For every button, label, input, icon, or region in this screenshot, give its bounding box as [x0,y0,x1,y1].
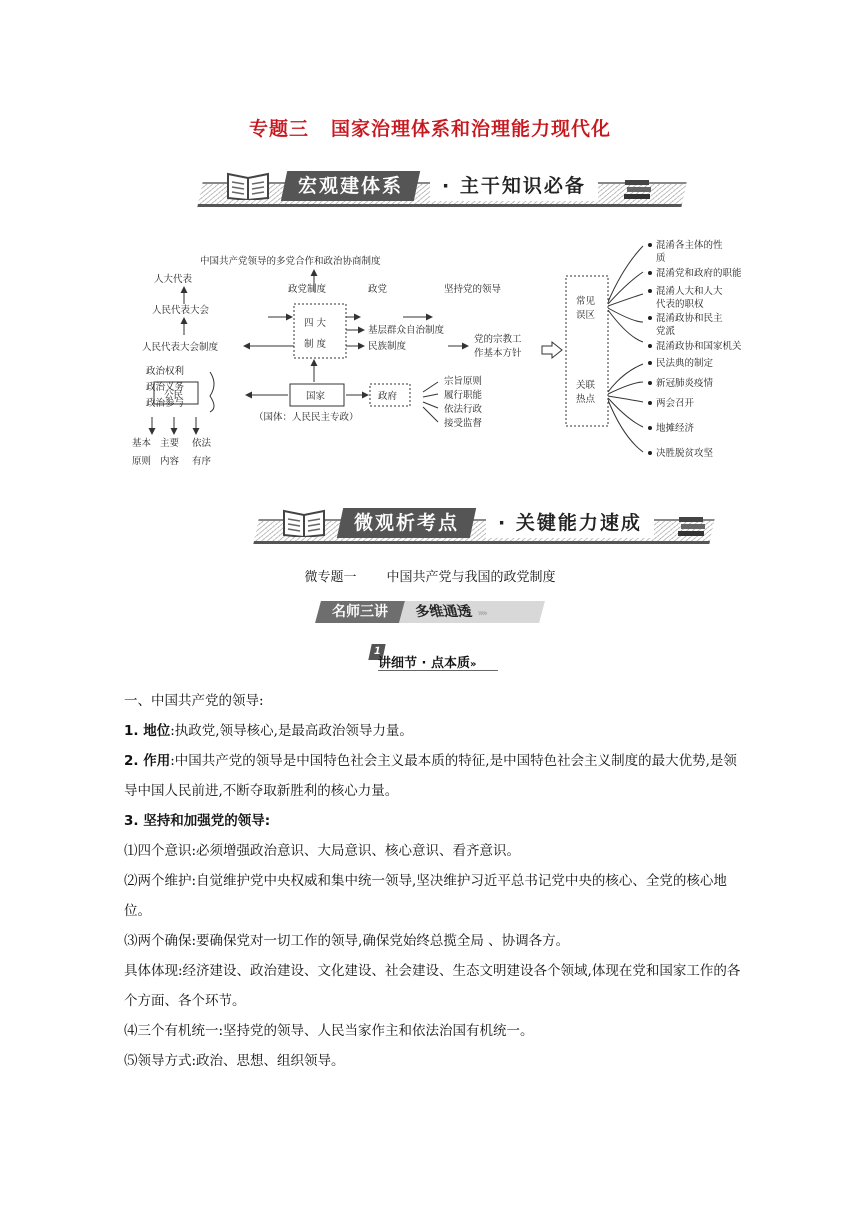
diagram-misc-5: 混淆政协和国家机关 [656,341,742,352]
diagram-party-system: 政党制度 [288,284,327,295]
diagram-four-b: 制 度 [304,339,327,350]
diagram-principle-2b: 内容 [160,456,180,467]
diagram-hot-3: 两会召开 [656,398,695,409]
page-title [0,114,860,141]
diagram-misc-3a: 混淆人大和人大 [656,286,723,297]
subtopic-number: 微专题一 [304,570,357,585]
diagram-misc-3b: 代表的职权 [656,299,704,310]
diagram-top: 中国共产党领导的多党合作和政治协商制度 [200,256,381,267]
diagram-party: 政党 [368,284,388,295]
diagram-hot-2: 新冠肺炎疫情 [656,378,714,389]
diagram-hotspot-b: 热点 [576,394,596,405]
book-stack-icon [678,515,706,537]
diagram-uphold: 坚持党的领导 [444,284,502,295]
banner-light-label: · 主干知识必备 [430,171,598,201]
diagram-misc-4b: 党派 [656,326,676,337]
body-p6: ⑵两个维护:自觉维护党中央权威和集中统一领导,坚决维护习近平总书记党中央的核心、全党的核心地位。 [124,873,727,919]
title-topic-number: 专题三 [248,118,309,140]
badge-left: 名师三讲 [315,601,405,623]
diagram-hot-1: 民法典的制定 [656,358,714,369]
badge-right: 多维通透 ›››› [399,601,545,623]
body-p1: 一、中国共产党的领导: [124,693,264,709]
diagram-principle-3a: 依法 [192,438,212,449]
diagram-hot-5: 决胜脱贫攻坚 [656,448,714,459]
diagram-principle-1a: 基本 [132,438,152,449]
subsection-title: 讲细节 · 点本质» [378,656,477,671]
diagram-hotspot-a: 关联 [576,380,596,391]
diagram-religion-a: 党的宗教工 [474,334,522,345]
title-topic-name: 国家治理体系和治理能力现代化 [331,118,612,140]
banner-light-label: · 关键能力速成 [486,508,654,538]
diagram-misc-1b: 质 [656,253,666,264]
diagram-gov-2: 履行职能 [444,390,483,401]
body-p3: 2. 作用:中国共产党的领导是中国特色社会主义最本质的特征,是中国特色社会主义制度的最大优势,是领导中国人民前进,不断夺取新胜利的核心力量。 [124,753,737,799]
body-p7: ⑶两个确保:要确保党对一切工作的领导,确保党始终总揽全局 、协调各方。 [124,933,570,949]
diagram-principle-3b: 有序 [192,456,212,467]
diagram-misc-4a: 混淆政协和民主 [656,313,723,324]
diagram-four-a: 四 大 [304,318,327,329]
diagram-gov-3: 依法行政 [444,404,483,415]
body-p8: 具体体现:经济建设、政治建设、文化建设、社会建设、生态文明建设各个领域,体现在党和国家工作的各个方面、各个环节。 [124,963,741,1009]
diagram-npc-rep: 人大代表 [154,274,193,285]
diagram-misc-1a: 混淆各主体的性 [656,240,723,251]
body-p2: 1. 地位:执政党,领导核心,是最高政治领导力量。 [124,723,413,739]
chevron-icon: ›››› [476,608,488,619]
diagram-misc-2: 混淆党和政府的职能 [656,268,742,279]
body-p5: ⑴四个意识:必须增强政治意识、大局意识、核心意识、看齐意识。 [124,843,521,859]
teacher-badge [318,601,546,623]
diagram-npc-system: 人民代表大会制度 [142,342,219,353]
subsection-number: 1 [368,644,385,660]
banner-dark-label: 宏观建体系 [281,171,420,201]
book-stack-icon [624,178,652,200]
section-banner-macro [200,168,684,202]
diagram-gov-4: 接受监督 [444,418,483,429]
diagram-religion-b: 作基本方针 [474,348,522,359]
body-p10: ⑸领导方式:政治、思想、组织领导。 [124,1053,345,1069]
diagram-government: 政府 [378,391,398,402]
diagram-grassroots: 基层群众自治制度 [368,325,445,336]
section-banner-micro [256,505,712,539]
diagram-hot-4: 地摊经济 [656,423,695,434]
book-icon [282,505,326,537]
body-p4: 3. 坚持和加强党的领导: [124,813,271,829]
diagram-state: 国家 [306,391,326,402]
subsection-underline [378,670,498,671]
body-content [124,686,744,1076]
diagram-right-2: 政治义务 [146,382,185,393]
diagram-misconception-a: 常见 [576,296,596,307]
diagram-misconception-b: 误区 [576,310,596,321]
book-icon [226,168,270,200]
diagram-right-3: 政治参与 [146,398,185,409]
body-p9: ⑷三个有机统一:坚持党的领导、人民当家作主和依法治国有机统一。 [124,1023,534,1039]
subtopic-heading [0,566,860,585]
diagram-principle-2a: 主要 [160,438,180,449]
diagram-state-nature: （国体：人民民主专政） [254,412,359,423]
subtopic-title: 中国共产党与我国的政党制度 [386,570,556,585]
banner-dark-label: 微观析考点 [337,508,476,538]
diagram-right-1: 政治权利 [146,366,185,377]
diagram-citizen: 公民 [164,390,184,401]
diagram-principle-1b: 原则 [132,456,152,467]
knowledge-map-diagram [128,232,768,472]
diagram-ethnic: 民族制度 [368,341,407,352]
diagram-npc: 人民代表大会 [152,305,210,316]
diagram-gov-1: 宗旨原则 [444,376,483,387]
